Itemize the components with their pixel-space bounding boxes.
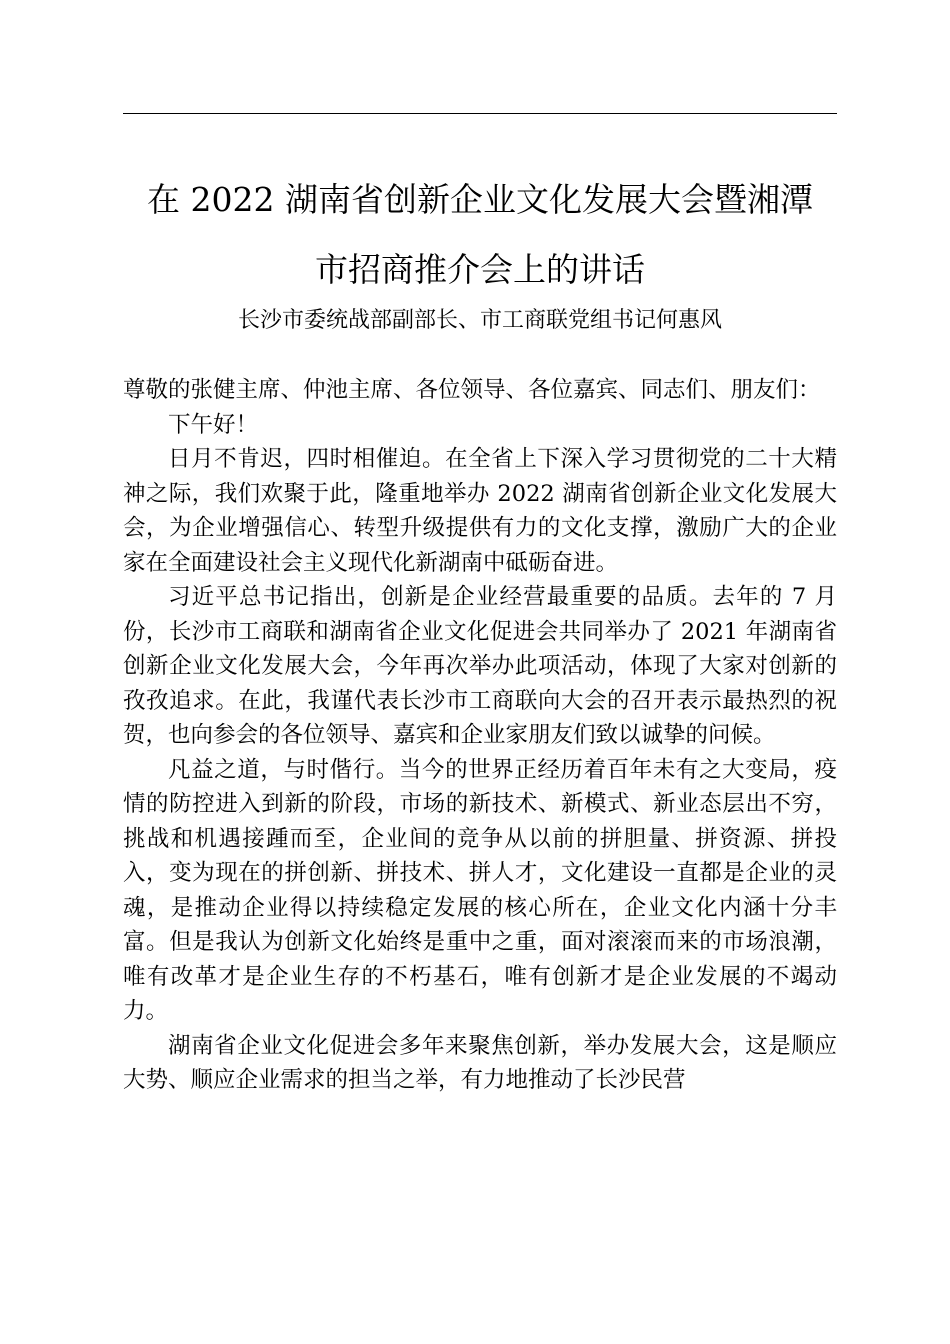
document-title-line-1: 在 2022 湖南省创新企业文化发展大会暨湘潭 <box>147 180 813 219</box>
header-rule <box>123 113 837 114</box>
paragraph-4: 湖南省企业文化促进会多年来聚焦创新，举办发展大会，这是顺应大势、顺应企业需求的担当之举，有力地推动了长沙民营 <box>123 1032 837 1093</box>
paragraph-3: 凡益之道，与时偕行。当今的世界正经历着百年未有之大变局，疫情的防控进入到新的阶段，市场的新技术、新模式、新业态层出不穷，挑战和机遇接踵而至，企业间的竞争从以前的拼胆量、拼资源、拼投入，变为现在的拼创新、拼技术、拼人才，文化建设一直都是企业的灵魂，是推动企业得以持续稳定发展的核心所在，企业文化内涵十分丰富。但是我认为创新文化始终是重中之重，面对滚滚而来的市场浪潮，唯有改革才是企业生存的不朽基石，唯有创新才是企业发展的不竭动力。 <box>123 756 837 1024</box>
greeting: 下午好！ <box>168 411 259 438</box>
document-title-line-2: 市招商推介会上的讲话 <box>315 250 645 289</box>
paragraph-1: 日月不肯迟，四时相催迫。在全省上下深入学习贯彻党的二十大精神之际，我们欢聚于此，隆重地举办 2022 湖南省创新企业文化发展大会，为企业增强信心、转型升级提供有力的文化支撑，激励广大的企业家在全面建设社会主义现代化新湖南中砥砺奋进。 <box>123 446 837 576</box>
paragraph-2: 习近平总书记指出，创新是企业经营最重要的品质。去年的 7 月份，长沙市工商联和湖南省企业文化促进会共同举办了 2021 年湖南省创新企业文化发展大会，今年再次举办此项活动，体现了大家对创新的孜孜追求。在此，我谨代表长沙市工商联向大会的召开表示最热烈的祝贺，也向参会的各位领导、嘉宾和企业家朋友们致以诚挚的问候。 <box>123 584 837 748</box>
speech-body <box>123 373 837 1098</box>
speaker-byline: 长沙市委统战部副部长、市工商联党组书记何惠风 <box>237 308 722 333</box>
salutation: 尊敬的张健主席、仲池主席、各位领导、各位嘉宾、同志们、朋友们： <box>123 377 821 403</box>
